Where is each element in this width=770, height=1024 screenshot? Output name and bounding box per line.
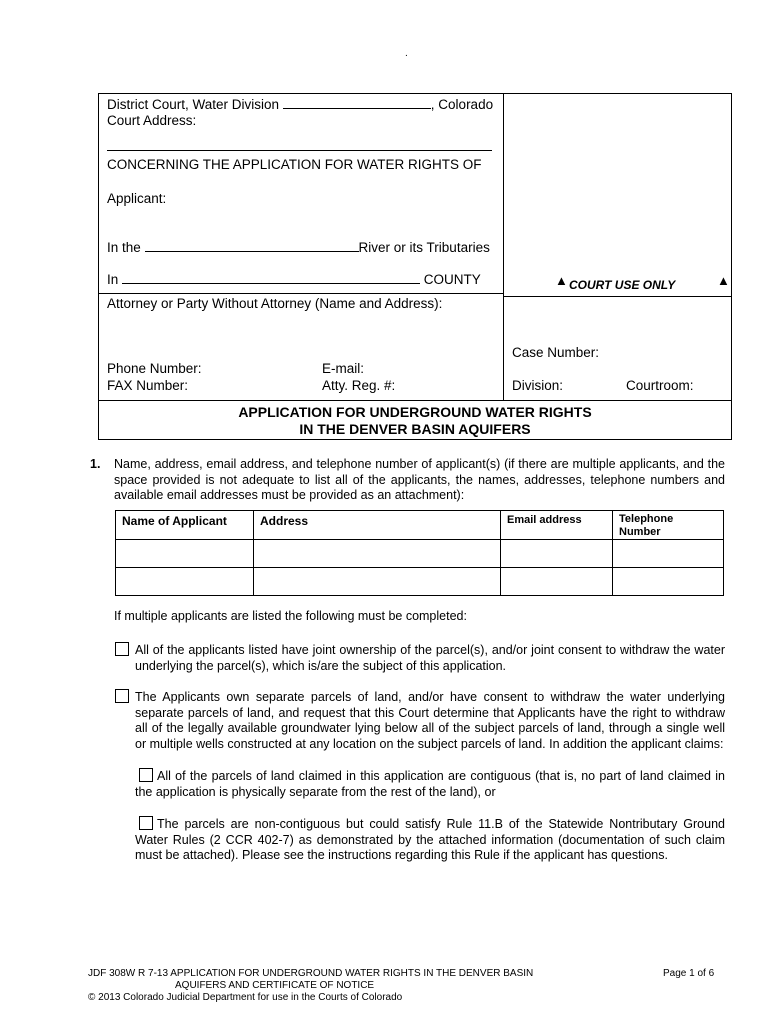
court-line-suffix: , Colorado [430,97,494,112]
court-use-only-label: COURT USE ONLY [569,278,676,292]
court-address-line[interactable] [107,150,492,151]
caption-box-right [731,93,732,440]
email-cell[interactable] [501,568,613,596]
section-1-text: Name, address, email address, and telephone number of applicant(s) (if there are multiple applicants, and the space provided is not adequate to list all of the applicants, the names, addresses, telephone numbers and available email addresses must be provided as an attachment): [114,457,725,502]
attorney-label: Attorney or Party Without Attorney (Name and Address): [107,296,443,311]
telephone-cell[interactable] [613,568,724,596]
multiple-applicants-intro: If multiple applicants are listed the following must be completed: [114,609,467,623]
contiguous-text: All of the parcels of land claimed in this application are contiguous (that is, no part of land claimed in the application is physically separate from the rest of the land), or [135,769,725,799]
applicants-table [115,510,724,596]
court-address-label: Court Address: [107,113,197,128]
address-column-header: Address [254,511,501,540]
atty-reg-label: Atty. Reg. #: [322,378,396,393]
name-cell[interactable] [116,568,254,596]
footer-page-number: Page 1 of 6 [663,968,715,979]
river-line [107,239,490,255]
address-cell[interactable] [254,568,501,596]
form-title-line2: IN THE DENVER BASIN AQUIFERS [299,421,531,437]
name-cell[interactable] [116,540,254,568]
form-title [98,404,732,438]
telephone-cell[interactable] [613,540,724,568]
county-line [107,271,481,287]
email-column-header: Email address [501,511,613,540]
telephone-column-header: Telephone Number [613,511,724,540]
courtroom-label: Courtroom: [626,378,694,393]
county-label: COUNTY [423,272,481,287]
separate-parcels-checkbox[interactable] [115,689,129,703]
address-cell[interactable] [254,540,501,568]
footer-copyright: © 2013 Colorado Judicial Department for use in the Courts of Colorado [88,992,403,1003]
joint-ownership-text: All of the applicants listed have joint ownership of the parcel(s), and/or joint consent to withdraw the water underlying the parcel(s), which is/are the subject of this application. [135,643,725,673]
table-row [116,540,724,568]
joint-ownership-checkbox[interactable] [115,642,129,656]
footer-form-id: JDF 308W R 7-13 APPLICATION FOR UNDERGROUND WATER RIGHTS IN THE DENVER BASIN [88,968,534,979]
river-label: River or its Tributaries [358,240,490,255]
caption-box-top [98,93,732,94]
caption-title-divider [98,400,732,401]
caption-vertical-divider [503,93,504,401]
river-blank[interactable] [145,239,359,252]
applicant-label: Applicant: [107,191,167,206]
caption-right-divider [503,296,732,297]
caption-box-left [98,93,99,440]
footer-form-id-line2: AQUIFERS AND CERTIFICATE OF NOTICE [175,980,375,991]
court-use-up-arrow-left-icon: ▲ [555,273,568,288]
caption-left-divider [98,293,504,294]
name-column-header: Name of Applicant [116,511,254,540]
non-contiguous-text: The parcels are non-contiguous but could satisfy Rule 11.B of the Statewide Nontributary Ground Water Rules (2 CCR 402-7) as demonstrated by the attached information (documentation of such claim must be attached). Please see the instructions regarding this Rule if the applicant has questions. [135,817,725,862]
form-title-line1: APPLICATION FOR UNDERGROUND WATER RIGHTS [238,404,592,420]
court-use-up-arrow-right-icon: ▲ [717,273,730,288]
caption-box-bottom [98,439,732,440]
table-row [116,568,724,596]
email-cell[interactable] [501,540,613,568]
division-label: Division: [512,378,564,393]
section-number: 1. [90,457,101,471]
court-line-prefix: District Court, Water Division [107,97,280,112]
case-number-label: Case Number: [512,345,600,360]
header-dot: . [405,48,408,59]
water-division-blank[interactable] [283,96,431,109]
phone-label: Phone Number: [107,361,202,376]
email-label: E-mail: [322,361,365,376]
concerning-heading: CONCERNING THE APPLICATION FOR WATER RIGHTS OF [107,157,482,172]
in-label: In [107,272,119,287]
separate-parcels-text: The Applicants own separate parcels of land, and/or have consent to withdraw the water underlying separate parcels of land, and request that this Court determine that Applicants have the right to withdraw all of the legally available groundwater lying below all of the subject parcels of land, through a single well or multiple wells constructed at any location on the subject parcels of land. In addition the applicant claims: [135,690,725,751]
fax-label: FAX Number: [107,378,189,393]
court-line [107,96,493,112]
in-the-label: In the [107,240,141,255]
county-blank[interactable] [122,271,420,284]
